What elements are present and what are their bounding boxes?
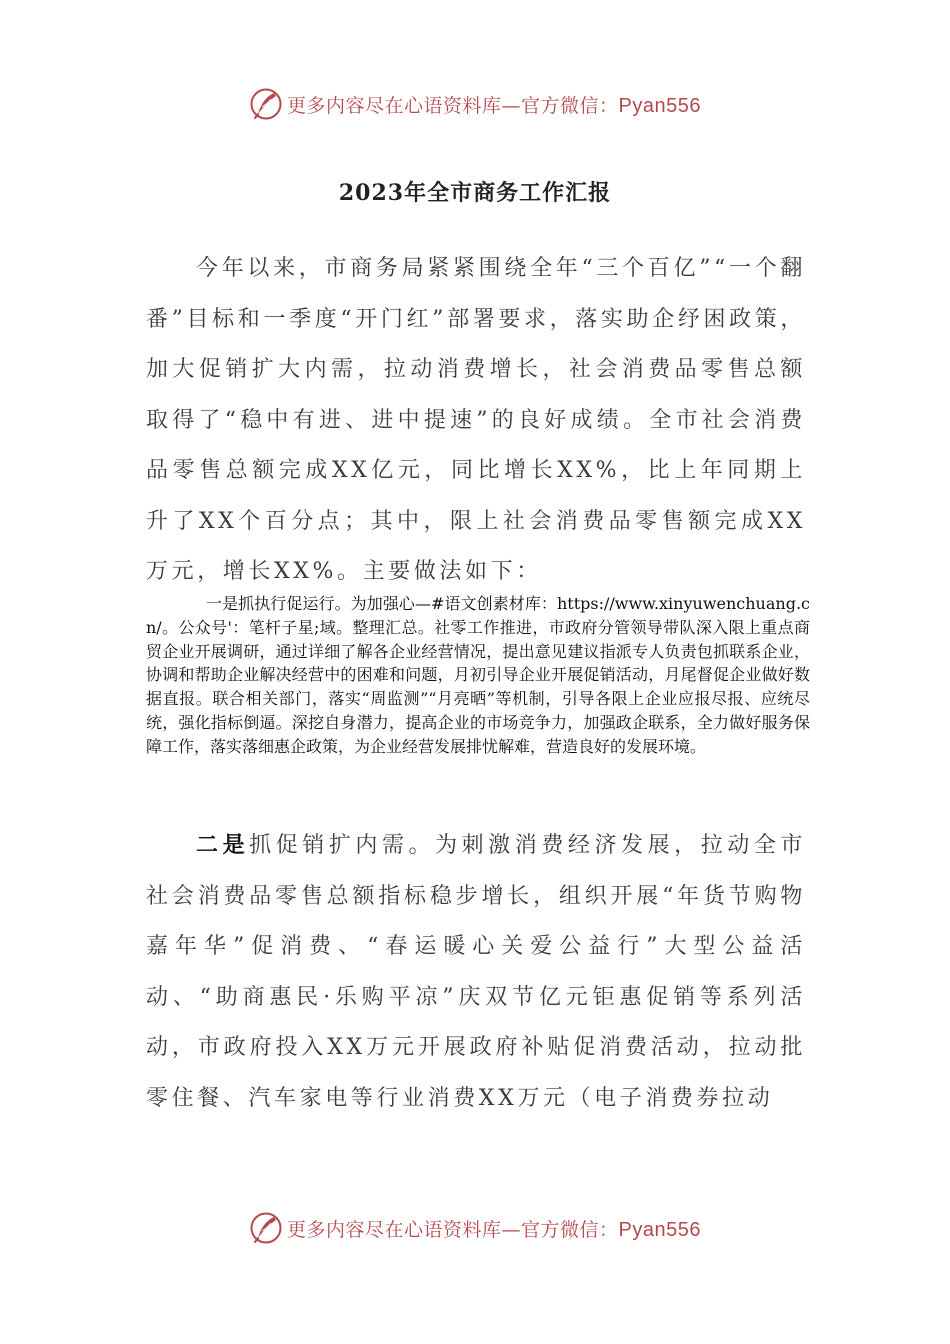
header-banner: [0, 84, 950, 124]
banner-slogan: 更多内容尽在心语资料库—官方微信：: [287, 1218, 619, 1241]
footer-banner: [0, 1208, 950, 1248]
section2-lead: 二是: [196, 832, 250, 858]
banner-text: [287, 91, 701, 118]
banner-account: Pyan556: [618, 1218, 701, 1241]
banner-account: Pyan556: [618, 94, 701, 117]
page-title: 2023年全市商务工作汇报: [338, 180, 612, 206]
quill-logo-icon: [249, 87, 283, 121]
section2-body: 抓促销扩内需。为刺激消费经济发展，拉动全市社会消费品零售总额指标稳步增长，组织开展“年货节购物嘉年华”促消费、“春运暖心关爱公益行”大型公益活动、“助商惠民·乐购平凉”庆双节亿元钜惠促销等系列活动，市政府投入XX万元开展政府补贴促消费活动，拉动批零住餐、汽车家电等行业消费XX万元（电子消费券拉动: [146, 833, 807, 1111]
banner-slogan: 更多内容尽在心语资料库—官方微信：: [287, 94, 619, 117]
section2-paragraph: [146, 820, 806, 1124]
banner-text: [287, 1215, 701, 1242]
section1-paragraph: 一是抓执行促运行。为加强心—#语文创素材库：https://www.xinyuwenchuang.cn/。公众号'：笔杆子星;域。整理汇总。社零工作推进，市政府分管领导带队深入限上重点商贸企业开展调研，通过详细了解各企业经营情况，提出意见建议指派专人负责包抓联系企业，协调和帮助企业解决经营中的困难和问题，月初引导企业开展促销活动，月尾督促企业做好数据直报。联合相关部门，落实“周监测”“月亮晒”等机制，引导各限上企业应报尽报、应统尽统，强化指标倒逼。深挖自身潜力，提高企业的市场竞争力，加强政企联系，全力做好服务保障工作，落实落细惠企政策，为企业经营发展排忧解难，营造良好的发展环境。: [146, 594, 810, 756]
intro-paragraph: 今年以来，市商务局紧紧围绕全年“三个百亿”“一个翻番”目标和一季度“开门红”部署要求，落实助企纾困政策，加大促销扩大内需，拉动消费增长，社会消费品零售总额取得了“稳中有进、进中提速”的良好成绩。全市社会消费品零售总额完成XX亿元，同比增长XX%，比上年同期上升了XX个百分点；其中，限上社会消费品零售额完成XX万元，增长XX%。主要做法如下：: [146, 256, 806, 584]
quill-logo-icon: [249, 1211, 283, 1245]
